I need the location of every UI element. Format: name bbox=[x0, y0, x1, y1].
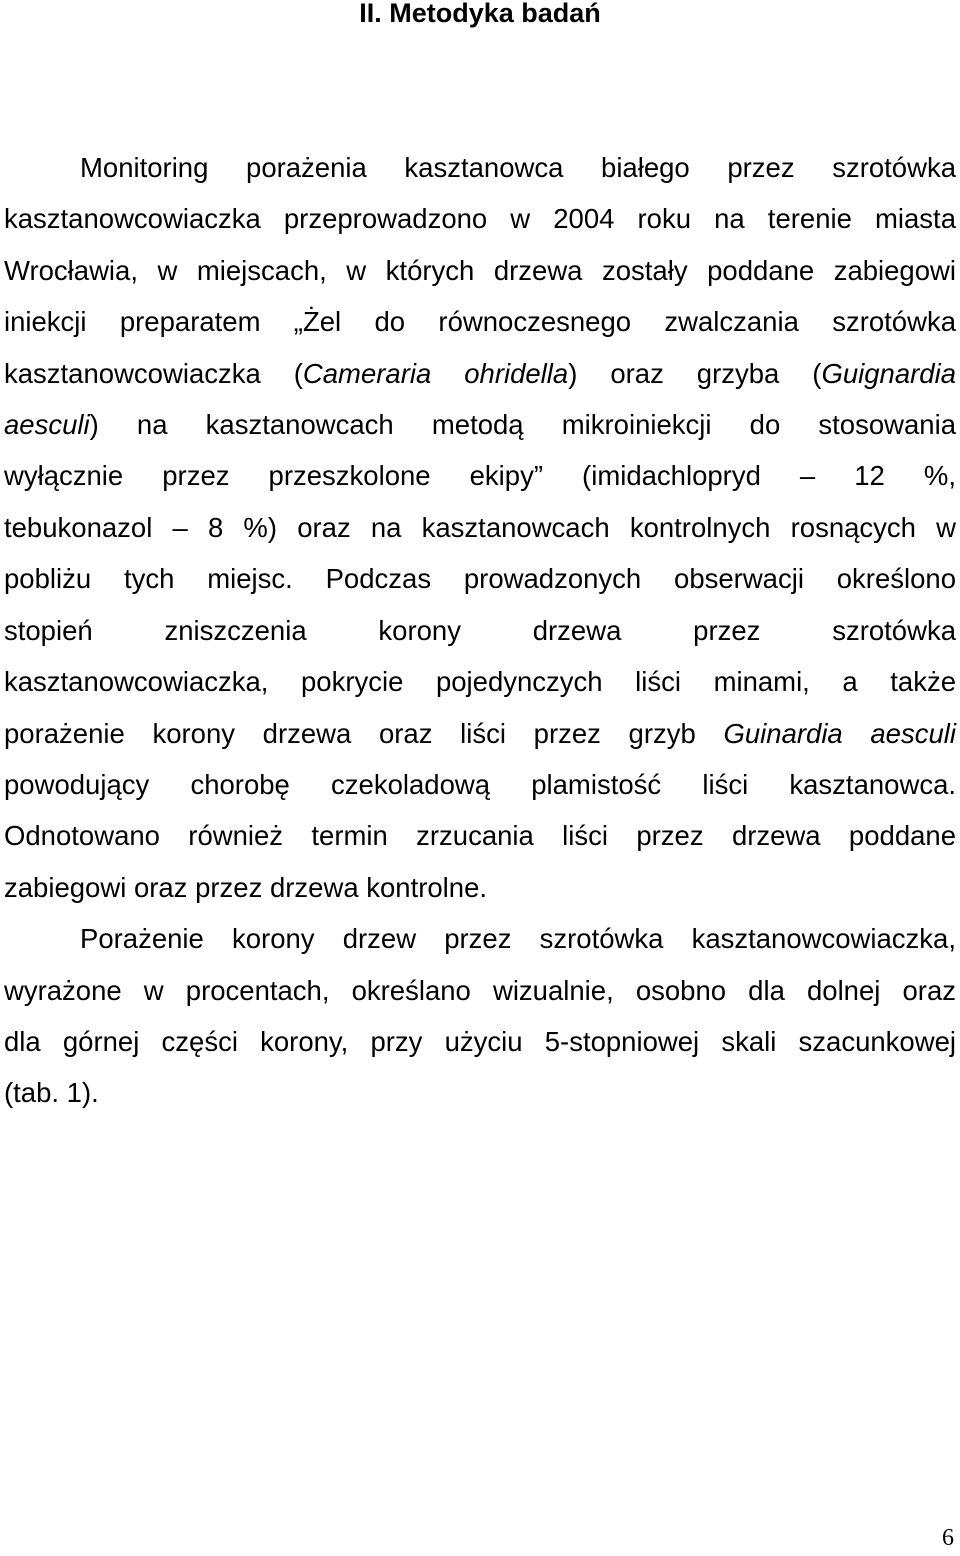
text-line: Wrocławia, w miejscach, w których drzewa zostały poddane zabiegowi bbox=[4, 255, 956, 286]
species-name: Guinardia aesculi bbox=[723, 718, 956, 749]
text-line: kasztanowcowiaczka, pokrycie pojedynczych liści minami, a także bbox=[4, 666, 956, 697]
text-line: powodujący chorobę czekoladową plamistość liści kasztanowca. bbox=[4, 769, 956, 800]
species-name: Guignardia bbox=[821, 358, 956, 389]
species-name: Cameraria ohridella bbox=[302, 358, 569, 389]
text-line: iniekcji preparatem „Żel do równoczesnego zwalczania szrotówka bbox=[4, 306, 956, 337]
text-run: kasztanowcowiaczka ( bbox=[4, 358, 303, 389]
text-line: kasztanowcowiaczka przeprowadzono w 2004 roku na terenie miasta bbox=[4, 203, 956, 234]
text-line: zabiegowi oraz przez drzewa kontrolne. bbox=[4, 872, 488, 903]
text-line: Porażenie korony drzew przez szrotówka kasztanowcowiaczka, bbox=[80, 923, 956, 954]
text-run: ) oraz grzyba ( bbox=[568, 358, 822, 389]
text-line: Odnotowano również termin zrzucania liści przez drzewa poddane bbox=[4, 820, 956, 851]
text-line: tebukonazol – 8 %) oraz na kasztanowcach kontrolnych rosnących w bbox=[4, 512, 956, 543]
text-line: pobliżu tych miejsc. Podczas prowadzonych obserwacji określono bbox=[4, 563, 956, 594]
text-line: Monitoring porażenia kasztanowca białego przez szrotówka bbox=[80, 152, 956, 183]
text-line: wyłącznie przez przeszkolone ekipy” (imidachlopryd – 12 %, bbox=[4, 460, 956, 491]
text-line bbox=[4, 716, 956, 752]
species-name: aesculi bbox=[4, 409, 90, 440]
page-number: 6 bbox=[942, 1525, 954, 1551]
text-line bbox=[4, 407, 956, 443]
text-line: (tab. 1). bbox=[4, 1077, 99, 1108]
text-run: porażenie korony drzewa oraz liści przez grzyb bbox=[4, 718, 724, 749]
text-line: dla górnej części korony, przy użyciu 5-stopniowej skali szacunkowej bbox=[4, 1026, 956, 1057]
text-run: ) na kasztanowcach metodą mikroiniekcji do stosowania bbox=[89, 409, 956, 440]
text-line: stopień zniszczenia korony drzewa przez szrotówka bbox=[4, 615, 956, 646]
text-line bbox=[4, 356, 956, 392]
text-line: wyrażone w procentach, określano wizualnie, osobno dla dolnej oraz bbox=[4, 975, 956, 1006]
section-heading: II. Metodyka badań bbox=[359, 0, 601, 28]
